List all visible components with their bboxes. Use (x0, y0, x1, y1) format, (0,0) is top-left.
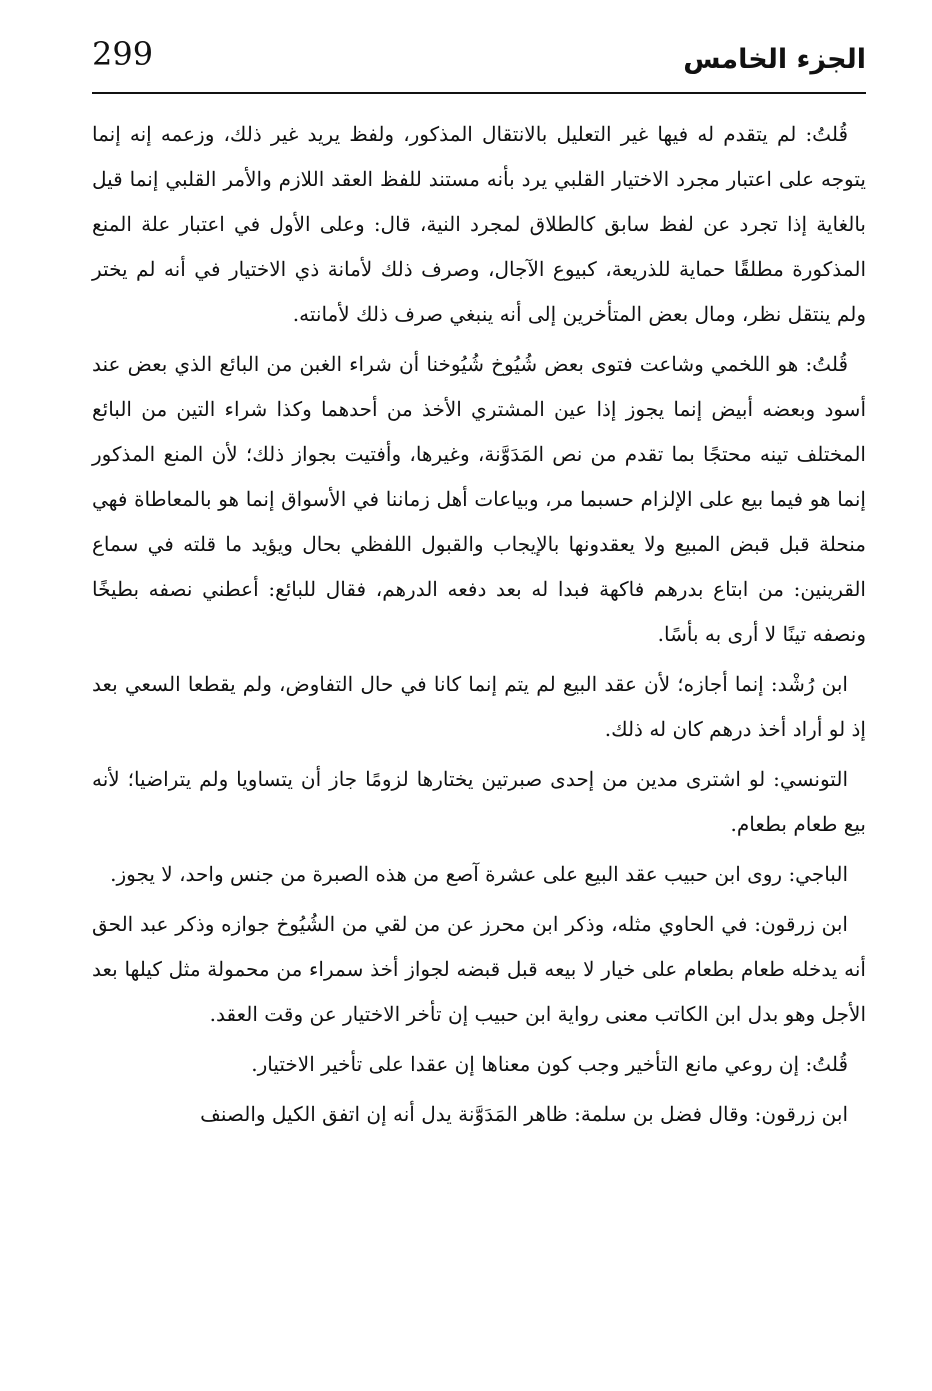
paragraph: ابن رُشْد: إنما أجازه؛ لأن عقد البيع لم يتم إنما كانا في حال التفاوض، ولم يقطعا السعي بعد إذ لو أراد أخذ درهم كان له ذلك. (92, 672, 866, 741)
running-head: الجزء الخامس (683, 44, 866, 75)
paragraph: الباجي: روى ابن حبيب عقد البيع على عشرة آصع من هذه الصبرة من جنس واحد، لا يجوز. (110, 862, 848, 886)
paragraph: قُلتُ: هو اللخمي وشاعت فتوى بعض شُيُوخ شُيُوخنا أن شراء الغبن من البائع الذي بعض عند أسود وبعضه أبيض إنما يجوز إذا عين المشتري الأخذ من أحدهما وكذا شراء التين من البائع المختلف تينه محتجًا بما تقدم من نص المَدَوَّنة، وغيرها، وأفتيت بجواز ذلك؛ لأن المنع المذكور إنما هو فيما بيع على الإلزام حسبما مر، وبياعات أهل زماننا في الأسواق إنما هو بالمعاطاة فهي منحلة قبل قبض المبيع ولا يعقدونها بالإيجاب والقبول اللفظي بحال ويؤيد ما قلته في سماع القرينين: من ابتاع بدرهم فاكهة فبدا له بعد دفعه الدرهم، فقال للبائع: أعطني نصفه بطيخًا ونصفه تينًا لا أرى به بأسًا. (92, 352, 866, 646)
page-number: 299 (92, 35, 154, 73)
main-text (92, 112, 866, 1142)
paragraph: ابن زرقون: في الحاوي مثله، وذكر ابن محرز عن من لقي من الشُيُوخ جوازه وذكر عبد الحق أنه يدخله طعام بطعام على خيار لا بيعه قبل قبضه لجواز أخذ سمراء من محمولة مثل كيلها بعد الأجل وهو بدل ابن الكاتب معنى رواية ابن حبيب إن تأخر الاختيار عن وقت العقد. (92, 912, 866, 1026)
paragraph: التونسي: لو اشترى مدين من إحدى صبرتين يختارها لزومًا جاز أن يتساويا ولم يتراضيا؛ لأنه بيع طعام بطعام. (92, 767, 866, 836)
paragraph: ابن زرقون: وقال فضل بن سلمة: ظاهر المَدَوَّنة يدل أنه إن اتفق الكيل والصنف (200, 1102, 848, 1126)
page-header (92, 30, 866, 94)
paragraph: قُلتُ: لم يتقدم له فيها غير التعليل بالانتقال المذكور، ولفظ يريد غير ذلك، وزعمه إنه إنما يتوجه على اعتبار مجرد الاختيار القلبي يرد بأنه مستند للفظ العقد اللازم والأمر القلبي إنما قيل بالغاية إذا تجرد عن لفظ سابق كالطلاق لمجرد النية، قال: وعلى الأول في اعتبار علة المنع المذكورة مطلقًا حماية للذريعة، كبيوع الآجال، وصرف ذلك لأمانة ذي الاختيار في أنه لم يختر ولم ينتقل نظر، ومال بعض المتأخرين إلى أنه ينبغي صرف ذلك لأمانته. (92, 122, 866, 326)
paragraph: قُلتُ: إن روعي مانع التأخير وجب كون معناها إن عقدا على تأخير الاختيار. (251, 1052, 848, 1076)
